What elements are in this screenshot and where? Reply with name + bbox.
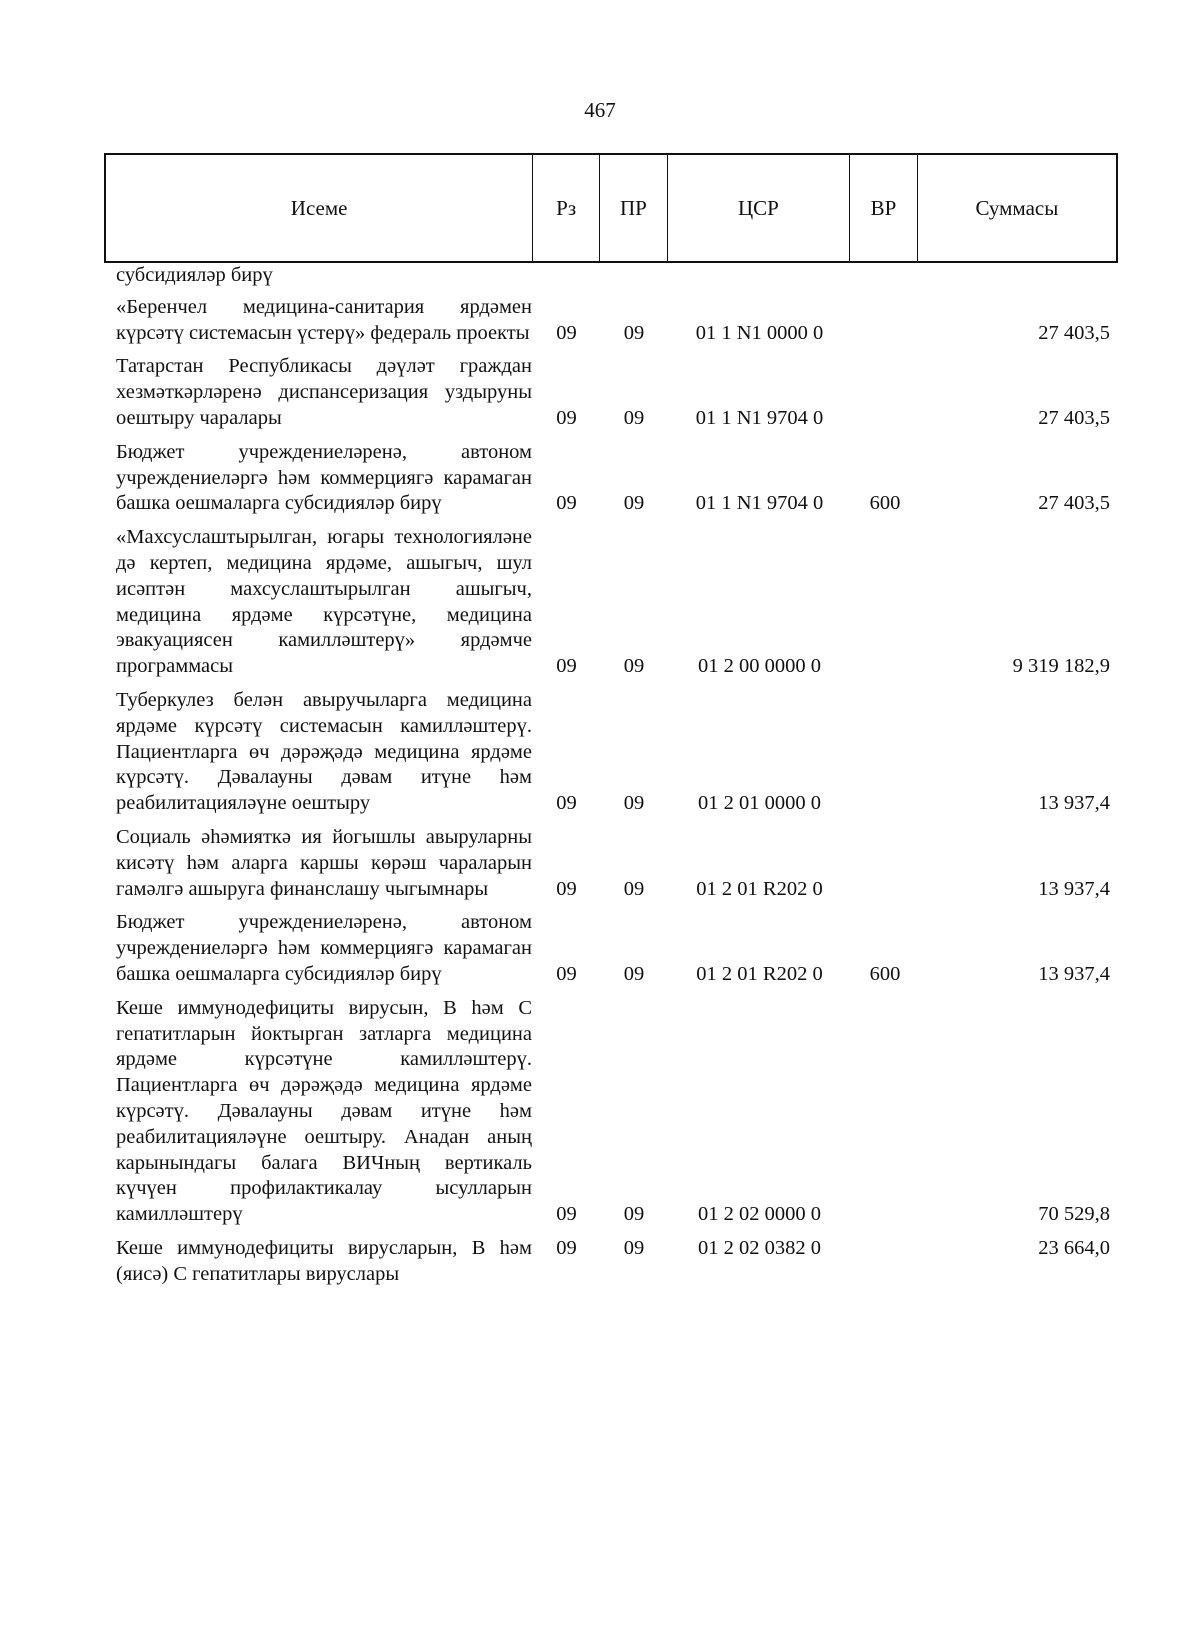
row-pr: 09: [623, 1203, 645, 1226]
row-name: Кеше иммунодефициты вирусларын, В һәм (яисә) С гепатитлары вируслары: [116, 1236, 532, 1285]
row-name: Социаль әһәмияткә ия йогышлы авыруларны кисәтү һәм аларга каршы көрәш чараларын гамәлгә ашыруга финанслашу чыгымнары: [116, 825, 532, 900]
table-row: [104, 263, 1118, 289]
table-row: [104, 910, 1118, 987]
row-sum: 9 319 182,9: [1012, 655, 1110, 678]
row-name: Бюджет учреждениеләренә, автоном учреждениеләргә һәм коммерциягә карамаган башка оешмаларга субсидияләр бирү: [116, 440, 532, 515]
row-sum: 27 403,5: [1038, 492, 1110, 515]
row-rz: 09: [556, 492, 577, 515]
row-name: Бюджет учреждениеләренә, автоном учреждениеләргә һәм коммерциягә карамаган башка оешмаларга субсидияләр бирү: [116, 911, 532, 985]
row-csr: 01 2 00 0000 0: [698, 655, 821, 678]
row-name: Татарстан Республикасы дәүләт граждан хезмәткәрләренә диспансеризация уздыруны оештыру чаралары: [116, 355, 532, 429]
table-row: [104, 440, 1118, 517]
row-csr: 01 2 01 0000 0: [698, 792, 821, 815]
table-row: [104, 688, 1118, 817]
header-vr: ВР: [850, 155, 918, 261]
row-vr: 600: [869, 962, 901, 985]
row-rz: 09: [556, 877, 577, 900]
row-csr: 01 1 N1 9704 0: [695, 406, 824, 429]
table-row: [104, 354, 1118, 431]
row-sum: 27 403,5: [1038, 406, 1110, 429]
row-name: «Беренчел медицина-санитария ярдәмен күрсәтү системасын үстерү» федераль проекты: [116, 295, 532, 344]
row-csr: 01 2 02 0382 0: [698, 1236, 821, 1259]
row-csr: 01 1 N1 9704 0: [695, 492, 824, 515]
row-pr: 09: [623, 321, 645, 344]
row-rz: 09: [556, 1236, 577, 1259]
row-rz: 09: [556, 1203, 577, 1226]
header-rz: Рз: [533, 155, 600, 261]
row-pr: 09: [623, 492, 645, 515]
row-sum: 13 937,4: [1038, 877, 1110, 900]
row-sum: 27 403,5: [1038, 321, 1110, 344]
row-sum: 13 937,4: [1038, 792, 1110, 815]
table-header: [104, 153, 1118, 263]
row-sum: 70 529,8: [1038, 1203, 1110, 1226]
row-sum: 13 937,4: [1038, 962, 1110, 985]
row-pr: 09: [623, 406, 645, 429]
table-row: [104, 295, 1118, 347]
header-name: Исеме: [106, 155, 533, 261]
row-name: Туберкулез белән авыручыларга медицина ярдәме күрсәтү системасын камилләштерү. Пациентларга өч дәрәҗәдә медицина ярдәме күрсәтү. Дәвалауны дәвам итүне һәм реабилитацияләүне оештыру: [116, 688, 532, 815]
header-csr: ЦСР: [668, 155, 850, 261]
row-sum: 23 664,0: [1038, 1236, 1110, 1259]
row-rz: 09: [556, 321, 577, 344]
header-sum: Суммасы: [975, 195, 1059, 220]
row-csr: 01 2 02 0000 0: [698, 1203, 821, 1226]
table-row: [104, 996, 1118, 1228]
table-row: [104, 1236, 1118, 1288]
row-pr: 09: [623, 792, 645, 815]
table-row: [104, 825, 1118, 902]
row-pr: 09: [623, 877, 645, 900]
row-name: «Махсуслаштырылган, югары технологияләне дә кертеп, медицина ярдәме, ашыгыч, шул исәптән махсуслаштырылган ашыгыч, медицина ярдәме күрсәтүне, медицина эвакуациясен камилләштерү» ярдәмче программасы: [116, 526, 532, 678]
row-rz: 09: [556, 962, 577, 985]
table-row: [104, 525, 1118, 680]
row-csr: 01 2 01 R202 0: [696, 877, 823, 900]
header-pr: ПР: [600, 155, 668, 261]
table-body: [104, 263, 1118, 1295]
row-vr: 600: [869, 492, 901, 515]
row-name: субсидияләр бирү: [116, 264, 273, 286]
page-number: 467: [584, 98, 616, 122]
row-rz: 09: [556, 792, 577, 815]
row-pr: 09: [623, 655, 645, 678]
row-csr: 01 1 N1 0000 0: [695, 321, 824, 344]
row-rz: 09: [556, 406, 577, 429]
row-rz: 09: [556, 655, 577, 678]
row-pr: 09: [623, 1236, 645, 1259]
row-name: Кеше иммунодефициты вирусын, В һәм С гепатитларын йоктырган затларга медицина ярдәме күрсәтүне камилләштерү. Пациентларга өч дәрәҗәдә медицина ярдәме күрсәтү. Дәвалауны дәвам итүне һәм реабилитацияләүне оештыру. Анадан аның карынындагы балага ВИЧның вертикаль күчүен профилактикалау ысулларын камилләштерү: [116, 996, 532, 1226]
row-pr: 09: [623, 962, 645, 985]
row-csr: 01 2 01 R202 0: [696, 962, 823, 985]
